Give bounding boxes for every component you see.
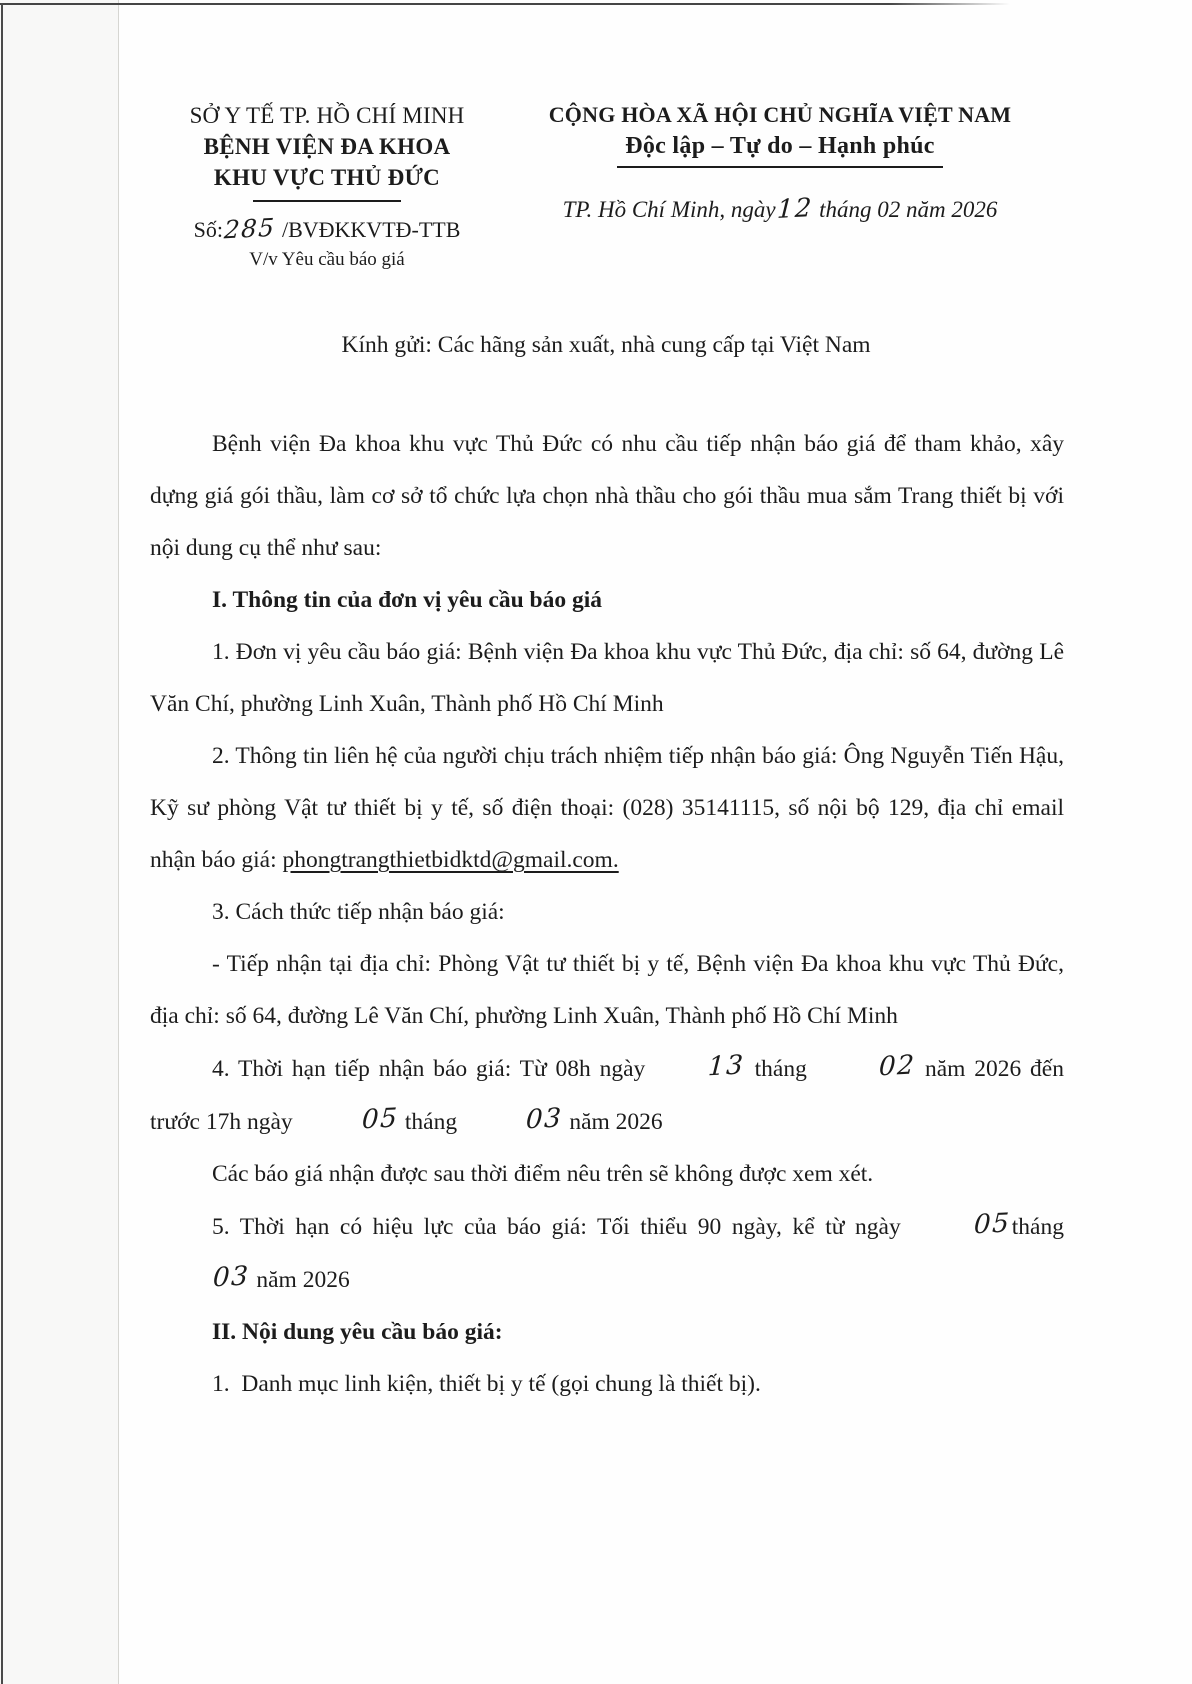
item-5-validity xyxy=(150,1200,1064,1306)
handwritten-month-end: 03 xyxy=(525,1103,564,1136)
document-subject: V/v Yêu cầu báo giá xyxy=(249,249,405,270)
handwritten-day-start: 13 xyxy=(707,1050,746,1083)
issuer-block xyxy=(162,100,492,273)
issuer-rule xyxy=(253,200,401,202)
text-run: - Tiếp nhận tại địa chỉ: Phòng Vật tư thiết bị y tế, Bệnh viện Đa khoa khu vực Thủ Đức, địa chỉ: số 64, đường Lê Văn Chí, phường Linh Xuân, Thành phố Hồ Chí Minh xyxy=(150,951,1064,1029)
text-run: 1. Danh mục linh kiện, thiết bị y tế (gọi chung là thiết bị). xyxy=(212,1371,761,1397)
item-2-contact xyxy=(150,730,1064,886)
item-3-method xyxy=(150,886,1064,938)
handwritten-date-day: 12 xyxy=(775,193,814,225)
text-run: năm 2026 đến trước 17h ngày xyxy=(150,1056,1064,1135)
text-run: tháng xyxy=(1011,1214,1064,1240)
email-address: phongtrangthietbidktd@gmail.com. xyxy=(282,847,619,873)
issuer-name-line2: KHU VỰC THỦ ĐỨC xyxy=(213,165,441,190)
salutation-line: Kính gửi: Các hãng sản xuất, nhà cung cấp tại Việt Nam xyxy=(341,332,871,358)
issuer-department: SỞ Y TẾ TP. HỒ CHÍ MINH xyxy=(189,103,465,128)
section-ii-heading xyxy=(150,1306,1064,1358)
national-title: CỘNG HÒA XÃ HỘI CHỦ NGHĨA VIỆT NAM xyxy=(548,102,1012,127)
text-run: Bệnh viện Đa khoa khu vực Thủ Đức có nhu cầu tiếp nhận báo giá để tham khảo, xây dựng giá gói thầu, làm cơ sở tổ chức lựa chọn nhà thầu cho gói thầu mua sắm Trang thiết bị với nội dung cụ thể như sau: xyxy=(150,431,1064,561)
text-run: năm 2026 xyxy=(563,1109,663,1135)
note-late-quotes xyxy=(150,1148,1064,1200)
item-3-address xyxy=(150,938,1064,1042)
document-number xyxy=(162,214,492,245)
text-run: I. Thông tin của đơn vị yêu cầu báo giá xyxy=(212,587,602,613)
text-run: tháng xyxy=(745,1056,816,1082)
intro-paragraph xyxy=(150,418,1064,574)
issuer-name-line1: BỆNH VIỆN ĐA KHOA xyxy=(203,134,451,159)
text-run: II. Nội dung yêu cầu báo giá: xyxy=(212,1319,503,1345)
document-number-suffix: /BVĐKKVTĐ-TTB xyxy=(276,217,461,242)
text-run: 5. Thời hạn có hiệu lực của báo giá: Tối thiểu 90 ngày, kể từ ngày xyxy=(212,1214,912,1240)
national-motto: Độc lập – Tự do – Hạnh phúc xyxy=(617,130,942,168)
handwritten-day-end: 05 xyxy=(360,1103,399,1136)
item-ii-1-list xyxy=(150,1358,1064,1410)
item-1-unit xyxy=(150,626,1064,730)
date-line xyxy=(520,194,1040,224)
document-number-prefix: Số: xyxy=(193,217,223,242)
document-header xyxy=(0,100,1192,273)
national-header-block xyxy=(520,100,1040,273)
text-run: Các báo giá nhận được sau thời điểm nêu trên sẽ không được xem xét. xyxy=(212,1161,874,1187)
date-prefix: TP. Hồ Chí Minh, ngày xyxy=(562,197,776,222)
text-run: 4. Thời hạn tiếp nhận báo giá: Từ 08h ngày xyxy=(212,1056,646,1082)
item-4-deadline xyxy=(150,1042,1064,1148)
date-suffix: tháng 02 năm 2026 xyxy=(813,197,998,222)
text-run: 2. Thông tin liên hệ của người chịu trách nhiệm tiếp nhận báo giá: Ông Nguyễn Tiến Hậu, Kỹ sư phòng Vật tư thiết bị y tế, số điện thoại: (028) 35141115, số nội bộ 129, địa chỉ email nhận báo giá: xyxy=(150,743,1064,873)
document-body xyxy=(150,418,1064,1410)
text-run: năm 2026 xyxy=(250,1267,350,1293)
section-i-heading xyxy=(150,574,1064,626)
text-run: 1. Đơn vị yêu cầu báo giá: Bệnh viện Đa khoa khu vực Thủ Đức, địa chỉ: số 64, đường Lê Văn Chí, phường Linh Xuân, Thành phố Hồ Chí Minh xyxy=(150,639,1064,717)
handwritten-validity-day: 05 xyxy=(973,1208,1012,1241)
text-run: 3. Cách thức tiếp nhận báo giá: xyxy=(212,899,505,925)
handwritten-document-number: 285 xyxy=(223,212,277,245)
handwritten-month-start: 02 xyxy=(877,1050,916,1083)
scan-border-top xyxy=(0,3,1010,5)
handwritten-validity-month: 03 xyxy=(212,1261,251,1294)
text-run: tháng xyxy=(399,1109,463,1135)
